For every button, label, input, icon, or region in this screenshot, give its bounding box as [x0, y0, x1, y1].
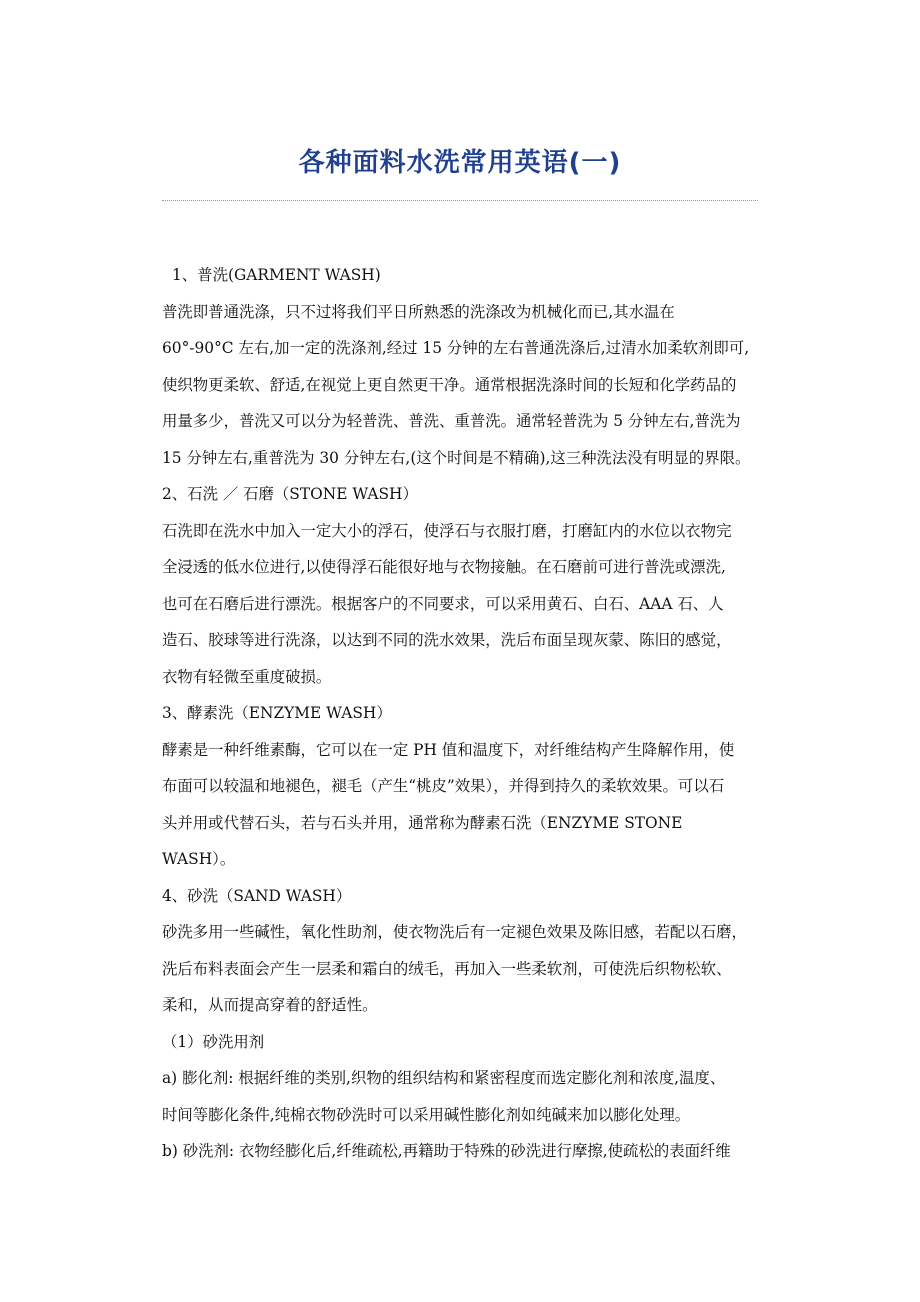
paragraph-line: 15 分钟左右,重普洗为 30 分钟左右,(这个时间是不精确),这三种洗法没有明显的界限。 — [162, 448, 751, 467]
paragraph-line: 酵素是一种纤维素酶，它可以在一定 PH 值和温度下，对纤维结构产生降解作用，使 — [162, 740, 735, 759]
paragraph-line: 衣物有轻微至重度破损。 — [162, 667, 332, 686]
heading-stone-wash: 2、石洗 ／ 石磨（STONE WASH） — [162, 485, 418, 503]
title-divider — [162, 200, 758, 201]
paragraph-line: 用量多少，普洗又可以分为轻普洗、普洗、重普洗。通常轻普洗为 5 分钟左右,普洗为 — [162, 412, 741, 430]
paragraph-line: 柔和，从而提高穿着的舒适性。 — [162, 996, 378, 1014]
paragraph-line: 使织物更柔软、舒适,在视觉上更自然更干净。通常根据洗涤时间的长短和化学药品的 — [162, 375, 737, 394]
subheading-sand-wash-agents: （1）砂洗用剂 — [162, 1032, 265, 1051]
heading-sand-wash: 4、砂洗（SAND WASH） — [162, 886, 352, 905]
paragraph-line: 普洗即普通洗涤，只不过将我们平日所熟悉的洗涤改为机械化而已,其水温在 — [162, 302, 675, 321]
paragraph-line: 造石、胶球等进行洗涤，以达到不同的洗水效果，洗后布面呈现灰蒙、陈旧的感觉， — [162, 631, 732, 649]
paragraph-line: 石洗即在洗水中加入一定大小的浮石，使浮石与衣服打磨，打磨缸内的水位以衣物完 — [162, 521, 732, 540]
paragraph-line: 全浸透的低水位进行,以使得浮石能很好地与衣物接触。在石磨前可进行普洗或漂洗, — [162, 558, 726, 576]
heading-garment-wash: 1、普洗(GARMENT WASH) — [172, 266, 381, 284]
paragraph-line: 砂洗多用一些碱性，氧化性助剂，使衣物洗后有一定褪色效果及陈旧感，若配以石磨， — [162, 923, 747, 941]
paragraph-line: WASH）。 — [162, 850, 236, 868]
document-body — [162, 261, 767, 1174]
paragraph-line: 也可在石磨后进行漂洗。根据客户的不同要求，可以采用黄石、白石、AAA 石、人 — [162, 594, 724, 613]
list-item-b: b) 砂洗剂: 衣物经膨化后,纤维疏松,再籍助于特殊的砂洗进行摩擦,使疏松的表面纤维 — [162, 1142, 731, 1160]
paragraph-line: 洗后布料表面会产生一层柔和霜白的绒毛，再加入一些柔软剂，可使洗后织物松软、 — [162, 959, 732, 978]
paragraph-line: 时间等膨化条件,纯棉衣物砂洗时可以采用碱性膨化剂如纯碱来加以膨化处理。 — [162, 1105, 691, 1124]
list-item-a: a) 膨化剂: 根据纤维的类别,织物的组织结构和紧密程度而选定膨化剂和浓度,温度、 — [162, 1069, 726, 1087]
paragraph-line: 60°-90°C 左右,加一定的洗涤剂,经过 15 分钟的左右普通洗涤后,过清水加柔软剂即可, — [162, 339, 750, 357]
page-title: 各种面料水洗常用英语(一) — [298, 148, 622, 178]
heading-enzyme-wash: 3、酵素洗（ENZYME WASH） — [162, 704, 392, 722]
paragraph-line: 头并用或代替石头，若与石头并用，通常称为酵素石洗（ENZYME STONE — [162, 813, 683, 832]
paragraph-line: 布面可以较温和地褪色，褪毛（产生“桃皮”效果），并得到持久的柔软效果。可以石 — [162, 777, 725, 795]
